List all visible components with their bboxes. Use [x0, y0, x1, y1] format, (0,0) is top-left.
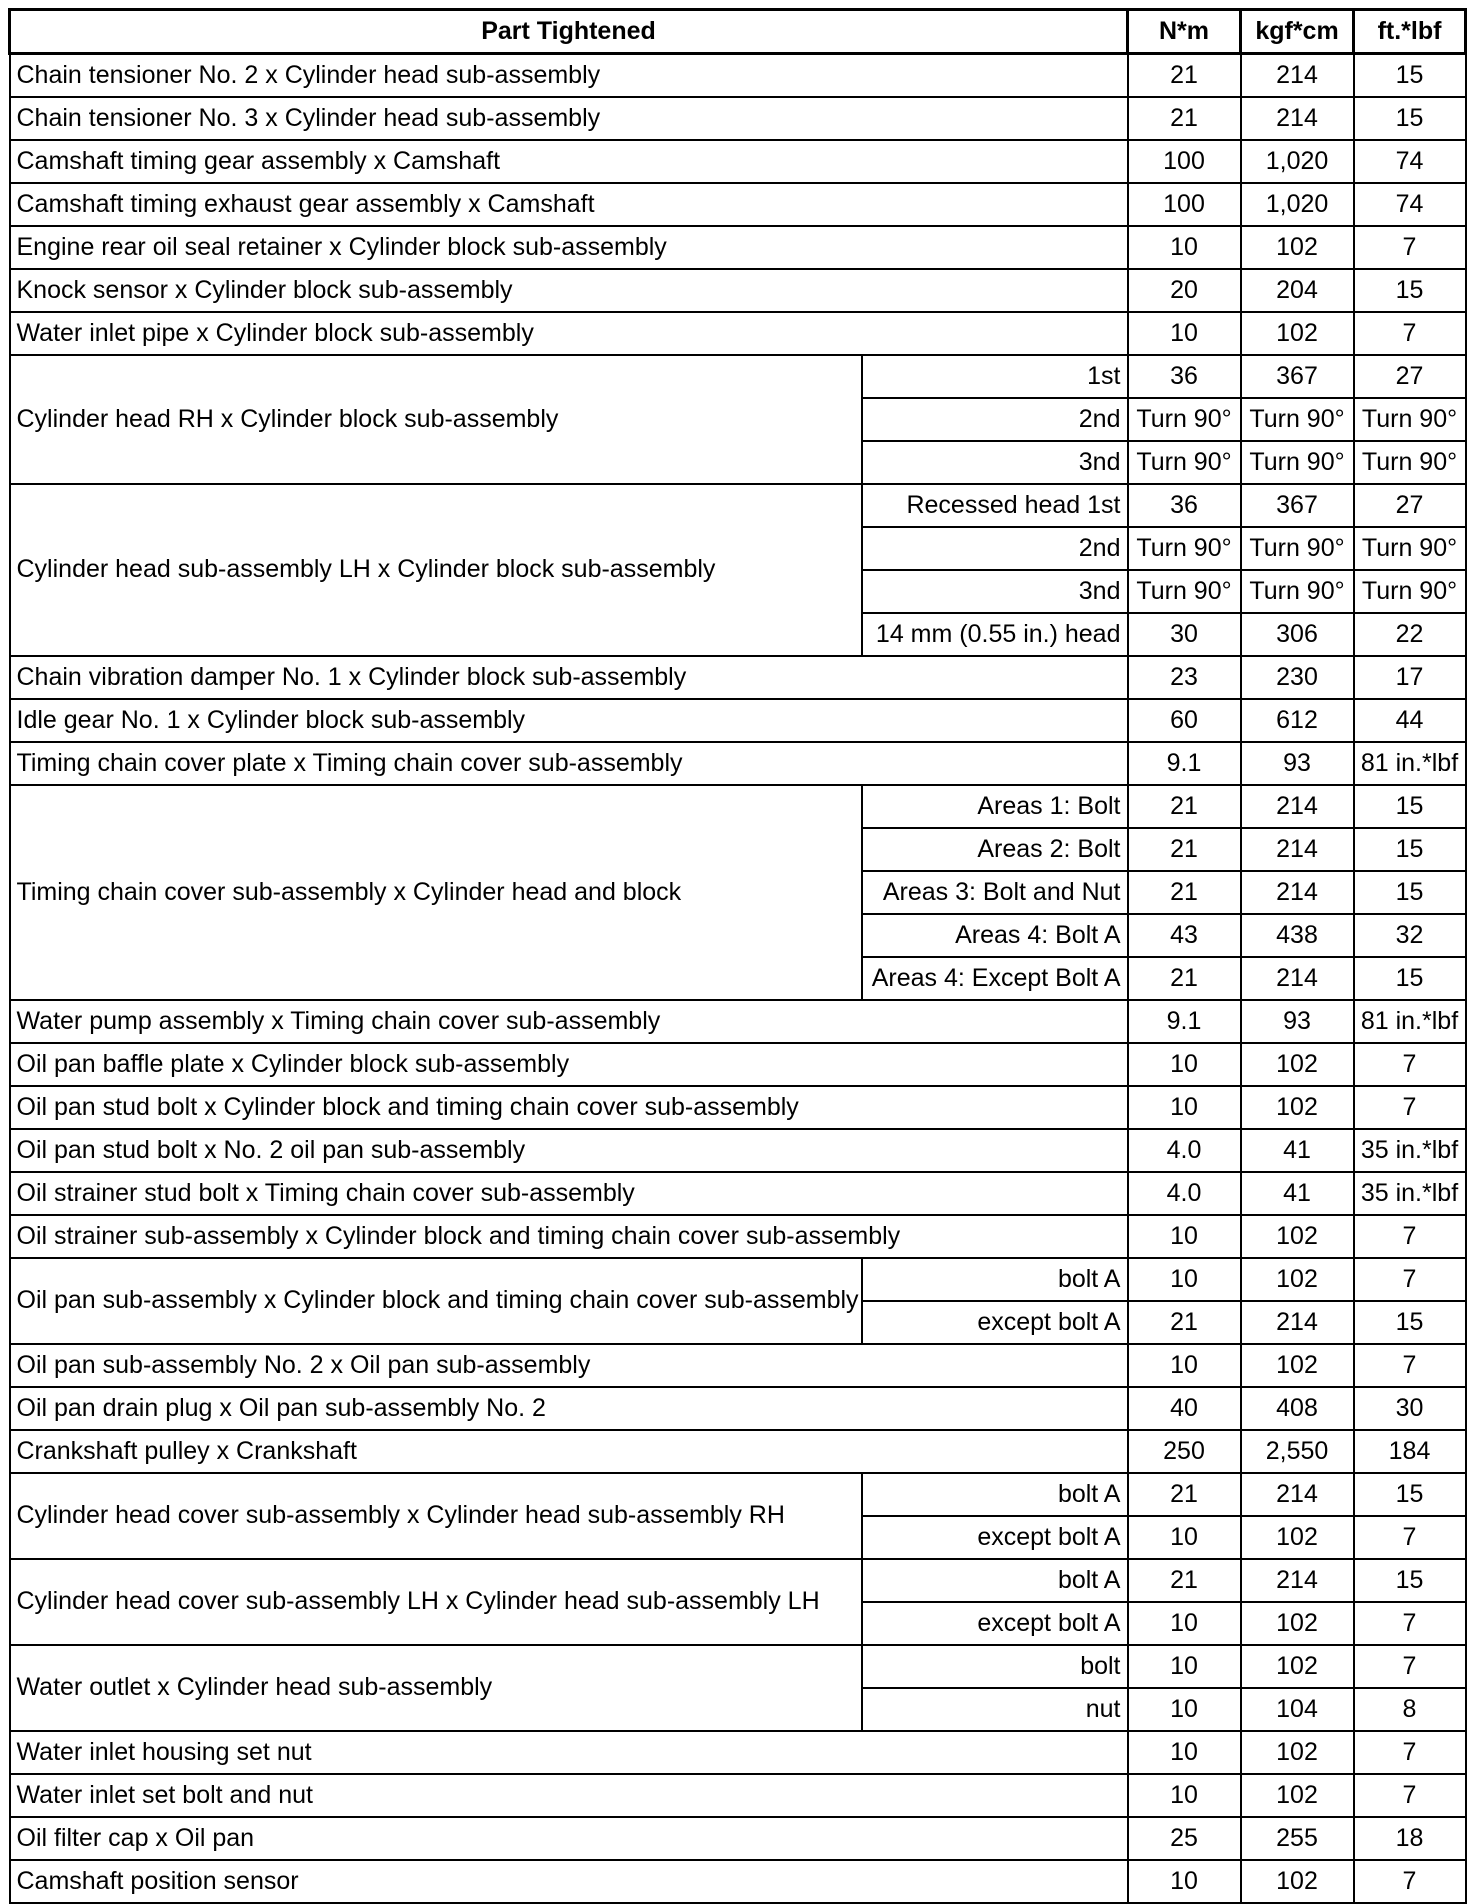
condition-cell: bolt A — [862, 1473, 1128, 1516]
torque-kgf-cell: 408 — [1241, 1387, 1354, 1430]
table-row — [10, 742, 1466, 785]
torque-ftlbf-cell: 15 — [1354, 785, 1466, 828]
table-row — [10, 1043, 1466, 1086]
torque-ftlbf-cell: 15 — [1354, 1559, 1466, 1602]
table-row — [10, 1559, 1466, 1602]
torque-kgf-cell: 214 — [1241, 1301, 1354, 1344]
torque-ftlbf-cell: Turn 90° — [1354, 441, 1466, 484]
torque-ftlbf-cell: 15 — [1354, 828, 1466, 871]
torque-nm-cell: Turn 90° — [1128, 398, 1241, 441]
table-row — [10, 355, 1466, 398]
part-name-cell: Cylinder head sub-assembly LH x Cylinder block sub-assembly — [10, 484, 862, 656]
torque-nm-cell: 10 — [1128, 1344, 1241, 1387]
torque-ftlbf-cell: 7 — [1354, 312, 1466, 355]
condition-cell: Recessed head 1st — [862, 484, 1128, 527]
torque-ftlbf-cell: 7 — [1354, 1516, 1466, 1559]
condition-cell: 3nd — [862, 570, 1128, 613]
torque-nm-cell: 21 — [1128, 1559, 1241, 1602]
torque-ftlbf-cell: 74 — [1354, 183, 1466, 226]
torque-nm-cell: 21 — [1128, 1301, 1241, 1344]
torque-nm-cell: 21 — [1128, 54, 1241, 98]
condition-cell: 14 mm (0.55 in.) head — [862, 613, 1128, 656]
torque-ftlbf-cell: 7 — [1354, 1344, 1466, 1387]
condition-cell: 2nd — [862, 398, 1128, 441]
part-name-cell: Oil pan stud bolt x No. 2 oil pan sub-assembly — [10, 1129, 1128, 1172]
torque-ftlbf-cell: 27 — [1354, 355, 1466, 398]
torque-kgf-cell: 214 — [1241, 957, 1354, 1000]
torque-ftlbf-cell: 15 — [1354, 1301, 1466, 1344]
condition-cell: Areas 3: Bolt and Nut — [862, 871, 1128, 914]
torque-ftlbf-cell: 7 — [1354, 1774, 1466, 1817]
condition-cell: 1st — [862, 355, 1128, 398]
part-name-cell: Water inlet pipe x Cylinder block sub-assembly — [10, 312, 1128, 355]
condition-cell: bolt A — [862, 1258, 1128, 1301]
header-row — [10, 10, 1466, 54]
part-name-cell: Cylinder head RH x Cylinder block sub-assembly — [10, 355, 862, 484]
torque-kgf-cell: 41 — [1241, 1129, 1354, 1172]
table-row — [10, 1645, 1466, 1688]
torque-kgf-cell: 204 — [1241, 269, 1354, 312]
condition-cell: 3nd — [862, 441, 1128, 484]
table-row — [10, 1774, 1466, 1817]
torque-ftlbf-cell: 15 — [1354, 97, 1466, 140]
condition-cell: bolt A — [862, 1559, 1128, 1602]
torque-nm-cell: 21 — [1128, 828, 1241, 871]
torque-kgf-cell: 1,020 — [1241, 140, 1354, 183]
torque-kgf-cell: Turn 90° — [1241, 570, 1354, 613]
table-row — [10, 97, 1466, 140]
torque-kgf-cell: 2,550 — [1241, 1430, 1354, 1473]
part-name-cell: Oil strainer sub-assembly x Cylinder block and timing chain cover sub-assembly — [10, 1215, 1128, 1258]
torque-nm-cell: 4.0 — [1128, 1129, 1241, 1172]
torque-ftlbf-cell: 7 — [1354, 1043, 1466, 1086]
condition-cell: except bolt A — [862, 1301, 1128, 1344]
torque-ftlbf-cell: 30 — [1354, 1387, 1466, 1430]
part-name-cell: Crankshaft pulley x Crankshaft — [10, 1430, 1128, 1473]
torque-nm-cell: 21 — [1128, 97, 1241, 140]
torque-ftlbf-cell: Turn 90° — [1354, 398, 1466, 441]
condition-cell: except bolt A — [862, 1516, 1128, 1559]
part-name-cell: Water inlet housing set nut — [10, 1731, 1128, 1774]
torque-kgf-cell: 102 — [1241, 1602, 1354, 1645]
torque-kgf-cell: 93 — [1241, 742, 1354, 785]
torque-kgf-cell: 214 — [1241, 785, 1354, 828]
torque-ftlbf-cell: 7 — [1354, 1645, 1466, 1688]
table-row — [10, 1215, 1466, 1258]
torque-nm-cell: 21 — [1128, 1473, 1241, 1516]
torque-kgf-cell: 102 — [1241, 312, 1354, 355]
part-name-cell: Water pump assembly x Timing chain cover sub-assembly — [10, 1000, 1128, 1043]
torque-nm-cell: 9.1 — [1128, 1000, 1241, 1043]
part-name-cell: Camshaft timing exhaust gear assembly x Camshaft — [10, 183, 1128, 226]
torque-kgf-cell: 214 — [1241, 1559, 1354, 1602]
condition-cell: Areas 2: Bolt — [862, 828, 1128, 871]
torque-kgf-cell: 214 — [1241, 97, 1354, 140]
torque-ftlbf-cell: 7 — [1354, 1731, 1466, 1774]
table-row — [10, 269, 1466, 312]
condition-cell: Areas 1: Bolt — [862, 785, 1128, 828]
torque-nm-cell: 10 — [1128, 1602, 1241, 1645]
torque-nm-cell: 100 — [1128, 183, 1241, 226]
torque-kgf-cell: 93 — [1241, 1000, 1354, 1043]
condition-cell: nut — [862, 1688, 1128, 1731]
part-name-cell: Idle gear No. 1 x Cylinder block sub-assembly — [10, 699, 1128, 742]
torque-ftlbf-cell: 15 — [1354, 957, 1466, 1000]
torque-nm-cell: 10 — [1128, 312, 1241, 355]
part-name-cell: Oil pan sub-assembly No. 2 x Oil pan sub-assembly — [10, 1344, 1128, 1387]
torque-nm-cell: 43 — [1128, 914, 1241, 957]
part-name-cell: Chain vibration damper No. 1 x Cylinder block sub-assembly — [10, 656, 1128, 699]
table-body — [10, 54, 1466, 1904]
torque-nm-cell: Turn 90° — [1128, 527, 1241, 570]
torque-ftlbf-cell: 74 — [1354, 140, 1466, 183]
torque-ftlbf-cell: 18 — [1354, 1817, 1466, 1860]
torque-ftlbf-cell: 15 — [1354, 871, 1466, 914]
torque-kgf-cell: 102 — [1241, 226, 1354, 269]
table-row — [10, 656, 1466, 699]
torque-nm-cell: 10 — [1128, 1086, 1241, 1129]
torque-nm-cell: 25 — [1128, 1817, 1241, 1860]
header-kgf-cm: kgf*cm — [1241, 10, 1354, 54]
torque-kgf-cell: 612 — [1241, 699, 1354, 742]
torque-kgf-cell: 102 — [1241, 1043, 1354, 1086]
part-name-cell: Timing chain cover plate x Timing chain cover sub-assembly — [10, 742, 1128, 785]
torque-nm-cell: 23 — [1128, 656, 1241, 699]
torque-nm-cell: 10 — [1128, 1774, 1241, 1817]
part-name-cell: Oil pan drain plug x Oil pan sub-assembly No. 2 — [10, 1387, 1128, 1430]
part-name-cell: Cylinder head cover sub-assembly LH x Cylinder head sub-assembly LH — [10, 1559, 862, 1645]
header-nm: N*m — [1128, 10, 1241, 54]
table-row — [10, 140, 1466, 183]
torque-ftlbf-cell: 7 — [1354, 1602, 1466, 1645]
torque-nm-cell: Turn 90° — [1128, 570, 1241, 613]
torque-nm-cell: Turn 90° — [1128, 441, 1241, 484]
torque-nm-cell: 10 — [1128, 1645, 1241, 1688]
torque-ftlbf-cell: 184 — [1354, 1430, 1466, 1473]
torque-kgf-cell: 104 — [1241, 1688, 1354, 1731]
part-name-cell: Oil filter cap x Oil pan — [10, 1817, 1128, 1860]
torque-kgf-cell: 102 — [1241, 1645, 1354, 1688]
torque-nm-cell: 10 — [1128, 226, 1241, 269]
torque-kgf-cell: 230 — [1241, 656, 1354, 699]
torque-kgf-cell: 41 — [1241, 1172, 1354, 1215]
torque-kgf-cell: 102 — [1241, 1516, 1354, 1559]
table-row — [10, 484, 1466, 527]
table-row — [10, 1086, 1466, 1129]
part-name-cell: Cylinder head cover sub-assembly x Cylinder head sub-assembly RH — [10, 1473, 862, 1559]
table-row — [10, 1172, 1466, 1215]
torque-nm-cell: 20 — [1128, 269, 1241, 312]
part-name-cell: Knock sensor x Cylinder block sub-assembly — [10, 269, 1128, 312]
part-name-cell: Oil pan stud bolt x Cylinder block and timing chain cover sub-assembly — [10, 1086, 1128, 1129]
table-row — [10, 54, 1466, 98]
torque-kgf-cell: 102 — [1241, 1774, 1354, 1817]
torque-ftlbf-cell: 7 — [1354, 1860, 1466, 1903]
table-row — [10, 1430, 1466, 1473]
table-row — [10, 1387, 1466, 1430]
torque-nm-cell: 10 — [1128, 1043, 1241, 1086]
torque-nm-cell: 250 — [1128, 1430, 1241, 1473]
table-row — [10, 1000, 1466, 1043]
part-name-cell: Oil strainer stud bolt x Timing chain cover sub-assembly — [10, 1172, 1128, 1215]
table-row — [10, 1258, 1466, 1301]
torque-ftlbf-cell: 15 — [1354, 54, 1466, 98]
torque-kgf-cell: Turn 90° — [1241, 441, 1354, 484]
condition-cell: bolt — [862, 1645, 1128, 1688]
torque-ftlbf-cell: 32 — [1354, 914, 1466, 957]
table-row — [10, 1860, 1466, 1903]
torque-kgf-cell: 214 — [1241, 828, 1354, 871]
part-name-cell: Timing chain cover sub-assembly x Cylinder head and block — [10, 785, 862, 1000]
torque-ftlbf-cell: 22 — [1354, 613, 1466, 656]
header-ft-lbf: ft.*lbf — [1354, 10, 1466, 54]
torque-ftlbf-cell: 7 — [1354, 226, 1466, 269]
torque-ftlbf-cell: 81 in.*lbf — [1354, 742, 1466, 785]
torque-kgf-cell: 102 — [1241, 1731, 1354, 1774]
table-row — [10, 226, 1466, 269]
torque-kgf-cell: Turn 90° — [1241, 398, 1354, 441]
torque-kgf-cell: 1,020 — [1241, 183, 1354, 226]
condition-cell: 2nd — [862, 527, 1128, 570]
torque-spec-table — [8, 8, 1467, 1904]
torque-ftlbf-cell: 15 — [1354, 269, 1466, 312]
torque-nm-cell: 21 — [1128, 871, 1241, 914]
torque-ftlbf-cell: 35 in.*lbf — [1354, 1129, 1466, 1172]
table-row — [10, 183, 1466, 226]
torque-nm-cell: 36 — [1128, 355, 1241, 398]
torque-ftlbf-cell: 35 in.*lbf — [1354, 1172, 1466, 1215]
torque-nm-cell: 10 — [1128, 1860, 1241, 1903]
torque-kgf-cell: 102 — [1241, 1344, 1354, 1387]
torque-kgf-cell: Turn 90° — [1241, 527, 1354, 570]
torque-ftlbf-cell: 7 — [1354, 1215, 1466, 1258]
part-name-cell: Oil pan baffle plate x Cylinder block sub-assembly — [10, 1043, 1128, 1086]
torque-nm-cell: 10 — [1128, 1688, 1241, 1731]
torque-nm-cell: 9.1 — [1128, 742, 1241, 785]
torque-nm-cell: 30 — [1128, 613, 1241, 656]
torque-ftlbf-cell: 27 — [1354, 484, 1466, 527]
torque-kgf-cell: 367 — [1241, 484, 1354, 527]
torque-kgf-cell: 306 — [1241, 613, 1354, 656]
part-name-cell: Chain tensioner No. 3 x Cylinder head sub-assembly — [10, 97, 1128, 140]
torque-kgf-cell: 102 — [1241, 1860, 1354, 1903]
table-row — [10, 1129, 1466, 1172]
torque-kgf-cell: 102 — [1241, 1215, 1354, 1258]
table-row — [10, 1731, 1466, 1774]
torque-ftlbf-cell: 44 — [1354, 699, 1466, 742]
part-name-cell: Oil pan sub-assembly x Cylinder block and timing chain cover sub-assembly — [10, 1258, 862, 1344]
table-row — [10, 1817, 1466, 1860]
torque-nm-cell: 10 — [1128, 1258, 1241, 1301]
torque-ftlbf-cell: 17 — [1354, 656, 1466, 699]
part-name-cell: Water outlet x Cylinder head sub-assembly — [10, 1645, 862, 1731]
torque-kgf-cell: 255 — [1241, 1817, 1354, 1860]
torque-kgf-cell: 214 — [1241, 1473, 1354, 1516]
torque-kgf-cell: 214 — [1241, 871, 1354, 914]
condition-cell: except bolt A — [862, 1602, 1128, 1645]
torque-nm-cell: 21 — [1128, 785, 1241, 828]
part-name-cell: Engine rear oil seal retainer x Cylinder block sub-assembly — [10, 226, 1128, 269]
torque-nm-cell: 10 — [1128, 1516, 1241, 1559]
torque-kgf-cell: 438 — [1241, 914, 1354, 957]
torque-nm-cell: 10 — [1128, 1731, 1241, 1774]
table-row — [10, 699, 1466, 742]
torque-ftlbf-cell: 81 in.*lbf — [1354, 1000, 1466, 1043]
table-row — [10, 1344, 1466, 1387]
condition-cell: Areas 4: Bolt A — [862, 914, 1128, 957]
torque-nm-cell: 40 — [1128, 1387, 1241, 1430]
torque-kgf-cell: 367 — [1241, 355, 1354, 398]
torque-ftlbf-cell: Turn 90° — [1354, 570, 1466, 613]
table-row — [10, 785, 1466, 828]
header-part-tightened: Part Tightened — [10, 10, 1128, 54]
torque-nm-cell: 10 — [1128, 1215, 1241, 1258]
part-name-cell: Chain tensioner No. 2 x Cylinder head sub-assembly — [10, 54, 1128, 98]
torque-nm-cell: 60 — [1128, 699, 1241, 742]
torque-ftlbf-cell: 8 — [1354, 1688, 1466, 1731]
torque-kgf-cell: 102 — [1241, 1086, 1354, 1129]
part-name-cell: Camshaft timing gear assembly x Camshaft — [10, 140, 1128, 183]
table-row — [10, 312, 1466, 355]
part-name-cell: Camshaft position sensor — [10, 1860, 1128, 1903]
torque-kgf-cell: 214 — [1241, 54, 1354, 98]
torque-kgf-cell: 102 — [1241, 1258, 1354, 1301]
torque-ftlbf-cell: 7 — [1354, 1086, 1466, 1129]
torque-nm-cell: 21 — [1128, 957, 1241, 1000]
torque-nm-cell: 36 — [1128, 484, 1241, 527]
torque-ftlbf-cell: 7 — [1354, 1258, 1466, 1301]
torque-ftlbf-cell: Turn 90° — [1354, 527, 1466, 570]
torque-nm-cell: 100 — [1128, 140, 1241, 183]
part-name-cell: Water inlet set bolt and nut — [10, 1774, 1128, 1817]
table-row — [10, 1473, 1466, 1516]
torque-ftlbf-cell: 15 — [1354, 1473, 1466, 1516]
torque-nm-cell: 4.0 — [1128, 1172, 1241, 1215]
condition-cell: Areas 4: Except Bolt A — [862, 957, 1128, 1000]
